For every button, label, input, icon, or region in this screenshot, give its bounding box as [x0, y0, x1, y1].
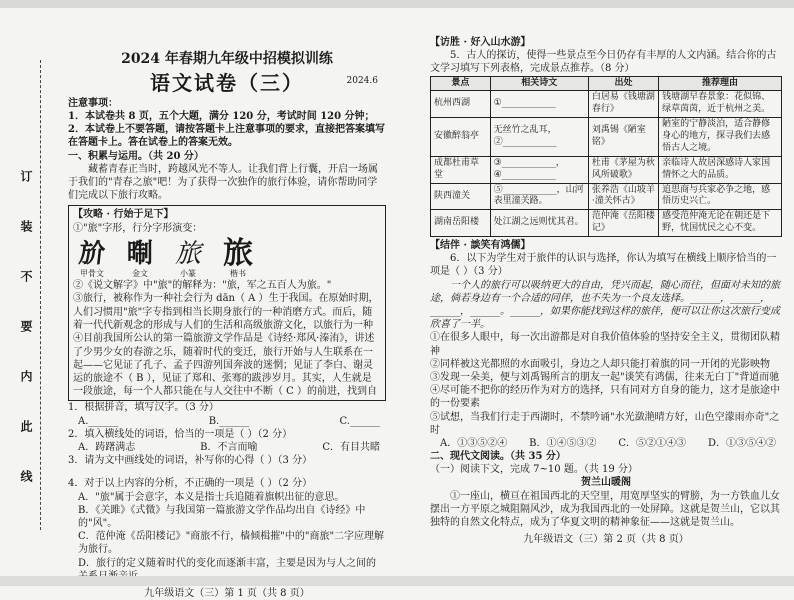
- passage: 一个人的旅行可以吸纳更大的自由，凭兴而起，随心而往，但面对未知的旅途，倘若身边有一个合适的同伴，也不失为一个良友选择。______，______，______，______。______，如果你能找到这样的旅伴，便可以让你这次旅行变成欣喜了一半。: [430, 279, 780, 331]
- box-line: ③旅行，被称作为一种社会行为 dān（ A ）生于我国。在原始时期，人们习惯用"旅"字专指到相当长期身旅行的一种消磨方式。而后，随着一代代新观念的形成与人们的生活和高级旅游文化，以旅行为一种: [73, 293, 379, 331]
- box-question: ①"旅"字形，行分字形演变：: [73, 222, 203, 234]
- glyph-seal: [175, 239, 201, 280]
- page-1: [68, 40, 386, 599]
- option-d[interactable]: D．①③⑤④②: [707, 437, 776, 449]
- margin-char: 装: [19, 220, 33, 232]
- cell-attraction: 杭州西湖: [431, 91, 491, 118]
- box-heading: 【攻略 · 行始于足下】: [73, 209, 174, 221]
- exam-date: 2024.6: [346, 76, 378, 87]
- item: ①在很多人眼中，每一次出游都是对自我价值体验的坚持安全主义，贯彻团队精神: [430, 332, 780, 357]
- q2-options: [68, 441, 386, 454]
- question-4: 4．对于以上内容的分析，不正确的一项是（ ）（2 分）: [68, 478, 313, 490]
- glyph-caption: 楷书: [230, 268, 247, 278]
- cell-reason: 钱塘湖早春景象：花似锦、绿草茵茵，近于杭州之美。: [659, 91, 782, 118]
- answer-space: [68, 467, 386, 477]
- option-d[interactable]: D．旅行的定义随着时代的变化而逐渐丰富，主要是因为与人之间的: [78, 557, 377, 569]
- option-a[interactable]: A．踌躇满志: [78, 442, 136, 454]
- option-b[interactable]: B．不言而喻: [200, 442, 258, 454]
- option-a[interactable]: A．①③⑤②④: [440, 437, 508, 449]
- cell-verse[interactable]: ③____________，④____________: [490, 156, 588, 183]
- question-2: 2．填入横线处的词语，恰当的一项是（ ）（2 分）: [68, 428, 293, 440]
- item: ⑤试想，当我们行走于西湖时，不禁吟诵"水光潋滟晴方好，山色空濛雨亦奇"之时: [430, 411, 780, 436]
- box-line: ②《说文解字》中"旅"的解释为："旅，军之五百人为旅。": [73, 280, 332, 292]
- table-row: [431, 118, 782, 157]
- page-footer: 九年级语文（三）第 1 页（共 8 页）: [144, 587, 310, 599]
- note-item: 2．本试卷上不要答题，请按答题卡上注意事项的要求，直接把答案填写在答题卡上。答在试卷上的答案无效。: [68, 124, 385, 149]
- binding-margin: [12, 60, 41, 530]
- option-b[interactable]: B．《关雎》《式微》与我国第一篇旅游文学作品均出自《诗经》中的"风"。: [78, 504, 366, 529]
- table-row: [431, 210, 782, 237]
- cell-source: 杜甫《茅屋为秋风所破歌》: [588, 156, 658, 183]
- option-b[interactable]: B．①④⑤③②: [529, 437, 597, 449]
- col-header: 推荐理由: [659, 76, 782, 91]
- margin-char: 不: [19, 270, 33, 282]
- margin-char: 要: [19, 320, 33, 332]
- margin-char: 内: [19, 370, 33, 382]
- intro-paragraph: 藏蓄青春正当时，跨越风光不等人。让我们背上行囊，开启一场属于我们的"青春之旅"吧！为了获得一次独作的旅行体验，请你帮助同学们完成以下旅行攻略。: [68, 163, 378, 202]
- table-row: [431, 91, 782, 118]
- table-row: [431, 183, 782, 210]
- table-header-row: [431, 76, 782, 91]
- blank-b[interactable]: B.______: [208, 415, 250, 427]
- col-header: 景点: [431, 76, 491, 91]
- item: ③发现一朵美，便与刘禹锡所言的朋友一起"谈笑有鸿儒，往来无白丁"背道而驰: [430, 371, 780, 383]
- margin-char: 线: [19, 470, 33, 482]
- glyph-evolution: [77, 235, 381, 280]
- notes-heading: 注意事项：: [68, 97, 118, 109]
- page-footer: 九年级语文（三）第 2 页（共 8 页）: [523, 534, 689, 546]
- cell-attraction: 湖南岳阳楼: [431, 210, 491, 237]
- cell-verse[interactable]: ①____________: [490, 91, 588, 118]
- section-tag: 【访胜 · 好入山水游】: [430, 37, 531, 48]
- cell-source: 刘禹锡《陋室铭》: [588, 118, 658, 157]
- col-header: 相关诗文: [490, 76, 588, 91]
- scan-bottom-edge: [0, 576, 794, 586]
- paper-title: [68, 70, 386, 96]
- option-a[interactable]: A．"旅"属于会意字，本义是指士兵追随着旗帜出征的意思。: [78, 491, 345, 503]
- page-2: [430, 36, 782, 566]
- cell-verse[interactable]: ⑤____________，山河表里潼关路。: [490, 183, 588, 210]
- glyph-caption: 金文: [132, 268, 149, 278]
- q6-options: [430, 437, 782, 450]
- cell-verse[interactable]: 无丝竹之乱耳，②____________: [490, 118, 588, 157]
- section-heading: 二、现代文阅读。（共 35 分）: [430, 451, 566, 463]
- q1-blanks: [68, 415, 386, 428]
- reading-heading: （一）阅读下文，完成 7~10 题。（共 19 分）: [430, 464, 638, 476]
- note-item: 1．本试卷共 8 页，五个大题，满分 120 分，考试时间 120 分钟；: [68, 111, 375, 123]
- cell-reason: 亲临诗人故居深感诗人家国情怀之大的品质。: [659, 156, 782, 183]
- item: ④尽可能不把你的经历作为对方的选择，只有同对方自身的能力，这才是旅途中的一份要素: [430, 385, 780, 410]
- margin-char: 订: [19, 170, 33, 182]
- cell-attraction: 成都杜甫草堂: [431, 156, 491, 183]
- strategy-box: [68, 205, 386, 401]
- glyph-char: 㫼: [127, 238, 154, 269]
- paper-title-text: 语文试卷（三）: [150, 71, 304, 96]
- col-header: 出处: [588, 76, 658, 91]
- cell-source: 范仲淹《岳阳楼记》: [588, 210, 658, 237]
- option-c[interactable]: C．范仲淹《岳阳楼记》"商旅不行，樯倾楫摧"中的"商旅"二字应理解为旅行。: [78, 531, 385, 556]
- item: ②同样被这光都照的水面吸引，身边之人却只能打着旗的同一开闭的光影映物: [430, 358, 770, 370]
- table-row: [431, 156, 782, 183]
- cell-verse[interactable]: 处江湖之远则忧其君。: [490, 210, 588, 237]
- cell-attraction: 安徽醉翁亭: [431, 118, 491, 157]
- blank-c[interactable]: C.______: [339, 415, 380, 427]
- box-line: ④目前我国所公认的第一篇旅游文学作品是《诗经·郑风·溱洧》，讲述了少男少女的春游之乐，随着时代的变迁，旅行开始与人生联系在一起——它见证了孔子、孟子四游列国奔波的迷惘；见证了李白、谢灵运的旅途不（ B ），见证了郑和、张骞的跋涉岁月。其实，人生就是一段旅途，每一个人都只能在与人交往中不断（ C ）的前进，找到自: [73, 333, 378, 398]
- option-c[interactable]: C．有目共睹: [322, 442, 380, 454]
- margin-char: 此: [19, 420, 33, 432]
- glyph-char: 旅: [223, 235, 254, 271]
- question-6: 6．以下为学生对于旅伴的认识与选择，你认为填写在横线上顺序恰当的一项是（ ）（3 分）: [430, 253, 777, 278]
- article-paragraph: ①一座山，横亘在祖国西北的天空里，用宽厚坚实的臂膀，为一方铁血儿女摆出一方平原之城阻隔风沙，成为我国西北的一处屏障。这就是贺兰山，它以其独特的自然文化特点，成为了华夏文明的精神象征——这就是贺兰山。: [430, 490, 780, 528]
- section-heading: 一、积累与运用。（共 20 分）: [68, 150, 204, 162]
- cell-source: 张养浩《山坡羊·潼关怀古》: [588, 183, 658, 210]
- option-c[interactable]: C．⑤②①④③: [618, 437, 687, 449]
- question-5: 5．古人的探访，使得一些景点至今日仍存有丰厚的人文内涵。结合你的古文学习填写下列表格，完成景点推荐。（8 分）: [430, 50, 777, 75]
- glyph-caption: 小篆: [180, 268, 197, 278]
- article-title: 贺兰山暖阁: [581, 477, 631, 489]
- question-1: 1．根据拼音，填写汉字。（3 分）: [68, 402, 219, 414]
- glyph-char: 斺: [77, 238, 107, 269]
- glyph-bronze: [127, 239, 153, 280]
- cell-reason: 追思商与兵家必争之地，感悟历史兴亡。: [659, 183, 782, 210]
- question-3: 3．请为文中画线处的词语，补写你的心得（ ）（3 分）: [68, 455, 313, 467]
- glyph-char: 旅: [175, 238, 202, 269]
- attractions-table: [430, 76, 782, 238]
- scan-top-edge: [0, 0, 794, 8]
- glyph-regular: [223, 235, 254, 280]
- blank-a[interactable]: A.______: [78, 415, 119, 427]
- cell-reason: 感受范仲淹无论在朝还是下野，忧国忧民之心不变。: [659, 210, 782, 237]
- glyph-oracle: [79, 239, 105, 280]
- cell-attraction: 陕西潼关: [431, 183, 491, 210]
- exam-title: 2024 年春期九年级中招模拟训练: [121, 51, 333, 67]
- cell-reason: 陋室的宁静淡泊，适合静修身心的地方，探寻我们去感悟古人之境。: [659, 118, 782, 157]
- glyph-caption: 甲骨文: [80, 268, 104, 278]
- cell-source: 白居易《钱塘湖春行》: [588, 91, 658, 118]
- section-tag: 【结伴 · 談笑有鸿儒】: [430, 240, 531, 252]
